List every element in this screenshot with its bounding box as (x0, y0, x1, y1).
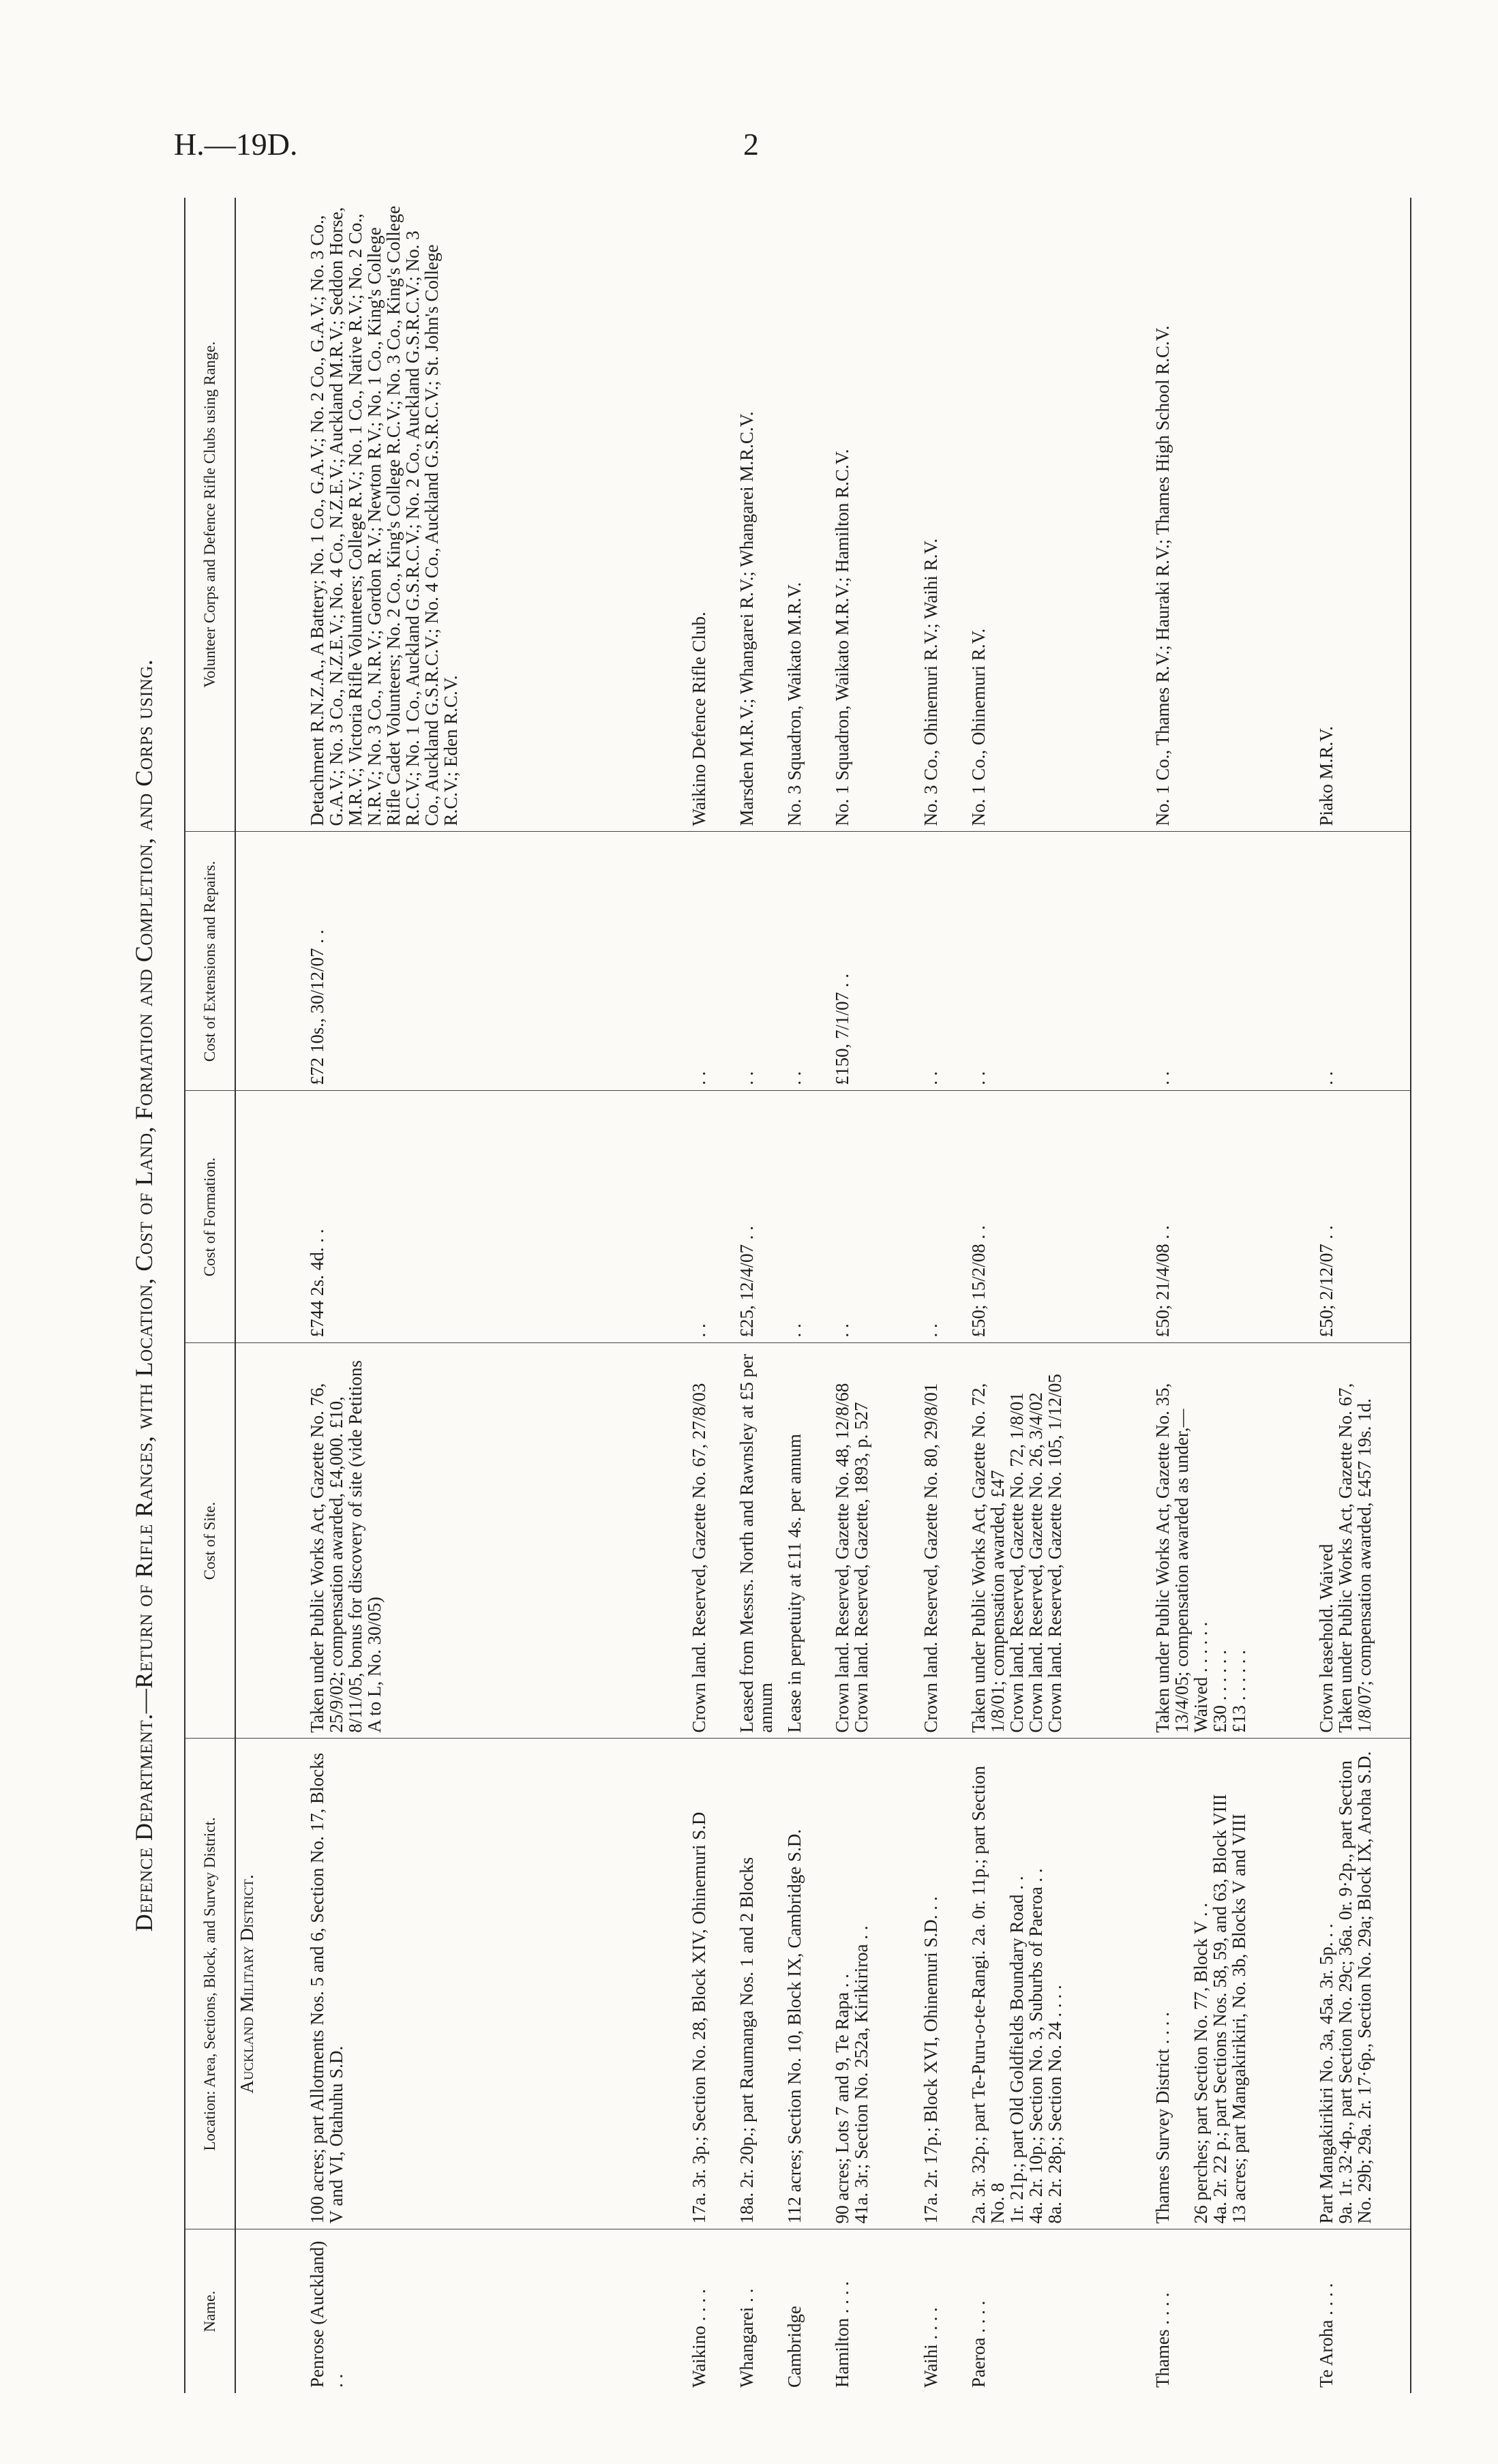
range-cost-of-formation: . . (783, 1091, 831, 1343)
table-row (783, 198, 831, 2393)
range-location: 17a. 2r. 17p.; Block XVI, Ohinemuri S.D. . . (920, 1739, 968, 2229)
column-header-name: Name. (185, 2229, 235, 2393)
table-row (1152, 198, 1315, 2393)
range-corps: No. 1 Co., Ohinemuri R.V. (968, 198, 1152, 832)
table-row (920, 198, 968, 2393)
range-name: Te Aroha . . . . (1315, 2229, 1411, 2393)
range-name: Whangarei . . (736, 2288, 757, 2388)
range-name: Penrose (Auckland) . . (307, 2240, 346, 2388)
range-corps: Marsden M.R.V.; Whangarei R.V.; Whangarei M.R.C.V. (736, 198, 783, 832)
range-cost-of-formation: £50; 21/4/08 . . (1152, 1091, 1315, 1343)
range-name: Waihi . . . . (920, 2307, 941, 2388)
page-number: 2 (743, 127, 759, 162)
range-location: Thames Survey District . . . . 26 perches; part Section No. 77, Block V . . 4a. 2r. 22 p.; part Sections Nos. 58, 59, and 63, Block VIII 13 acres; part Mangakirikiri, No. 3b, Blocks V and VIII (1152, 1739, 1315, 2229)
table-row (831, 198, 920, 2393)
range-location: Part Mangakirikiri No. 3a, 45a. 3r. 5p. . . 9a. 1r. 32·4p., part Section No. 29c; 36a. 0r. 9·2p., part Section No. 29b; 29a. 2r. 17·6p., Section No. 29a; Block IX, Aroha S.D. (1315, 1739, 1411, 2229)
range-cost-of-extensions: . . (1315, 832, 1411, 1091)
range-cost-of-formation: £50; 15/2/08 . . (968, 1091, 1152, 1343)
range-cost-of-formation: . . (688, 1091, 736, 1343)
table-row (1315, 198, 1411, 2393)
range-cost-of-extensions: . . (736, 832, 783, 1091)
range-cost-of-formation: £50; 2/12/07 . . (1315, 1091, 1411, 1343)
range-corps: No. 3 Co., Ohinemuri R.V.; Waihi R.V. (920, 198, 968, 832)
column-header-cost-of-extensions: Cost of Extensions and Repairs. (185, 832, 235, 1091)
range-location: 17a. 3r. 3p.; Section No. 28, Block XIV, Ohinemuri S.D (688, 1739, 736, 2229)
range-name: Thames . . . . (1152, 2292, 1173, 2388)
range-corps: No. 1 Squadron, Waikato M.R.V.; Hamilton R.C.V. (831, 198, 920, 832)
range-cost-of-extensions: . . (968, 832, 1152, 1091)
range-corps: Waikino Defence Rifle Club. (688, 198, 736, 832)
range-cost-of-site: Crown land. Reserved, Gazette No. 80, 29/8/01 (920, 1343, 968, 1739)
range-corps: No. 3 Squadron, Waikato M.R.V. (783, 198, 831, 832)
range-location: 2a. 3r. 32p.; part Te-Puru-o-te-Rangi. 2a. 0r. 11p.; part Section No. 8 1r. 21p.; part Old Goldfields Boundary Road . . 4a. 2r. 10p.; Section No. 3, Suburbs of Paeroa . . 8a. 2r. 28p.; Section No. 24 . . . . (968, 1739, 1152, 2229)
column-header-cost-of-formation: Cost of Formation. (185, 1091, 235, 1343)
range-cost-of-formation: £744 2s. 4d. . . (306, 1091, 688, 1343)
range-cost-of-site: Crown leasehold. Waived Taken under Public Works Act, Gazette No. 67, 1/8/07; compensation awarded, £457 19s. 1d. (1315, 1343, 1411, 1739)
range-name: Cambridge (784, 2306, 805, 2388)
range-cost-of-formation: . . (920, 1091, 968, 1343)
range-name: Paeroa . . . . (968, 2300, 989, 2388)
document-reference: H.—19D. (174, 127, 298, 162)
range-corps: Detachment R.N.Z.A., A Battery; No. 1 Co., G.A.V.; No. 2 Co., G.A.V.; No. 3 Co., G.A.V.; No. 3 Co., N.Z.E.V.; No. 4 Co., N.Z.E.V.; Auckland M.R.V.; Seddon Horse, M.R.V.; Victoria Rifle Volunteers; College R.V.; No. 1 Co., Native R.V.; No. 2 Co., N.R.V.; No. 3 Co., N.R.V.; Gordon R.V.; Newton R.V.; No. 1 Co., King's College Rifle Cadet Volunteers; No. 2 Co., King's College R.C.V.; No. 3 Co., King's College R.C.V.; No. 1 Co., Auckland G.S.R.C.V.; No. 2 Co., Auckland G.S.R.C.V.; No. 3 Co., Auckland G.S.R.C.V.; No. 4 Co., Auckland G.S.R.C.V.; St. John's College R.C.V.; Eden R.C.V. (306, 198, 688, 832)
district-row (235, 198, 306, 2393)
table-row (968, 198, 1152, 2393)
range-name: Waikino . . . . (689, 2289, 709, 2388)
range-cost-of-site: Lease in perpetuity at £11 4s. per annum (783, 1343, 831, 1739)
range-corps: No. 1 Co., Thames R.V.; Hauraki R.V.; Thames High School R.C.V. (1152, 198, 1315, 832)
range-cost-of-extensions: . . (688, 832, 736, 1091)
rotated-landscape-table-page (130, 198, 1425, 2393)
range-cost-of-site: Taken under Public Works Act, Gazette No. 72, 1/8/01; compensation awarded, £47 Crown land. Reserved, Gazette No. 72, 1/8/01 Crown land. Reserved, Gazette No. 26, 3/4/02 Crown land. Reserved, Gazette No. 105, 1/12/05 (968, 1343, 1152, 1739)
rifle-ranges-table (184, 198, 1411, 2393)
range-name: Hamilton . . . . (832, 2281, 852, 2388)
range-cost-of-site: Crown land. Reserved, Gazette No. 67, 27/8/03 (688, 1343, 736, 1739)
range-cost-of-site: Taken under Public Works Act, Gazette No. 76, 25/9/02; compensation awarded, £4,000. £10, 8/11/05, bonus for discovery of site (vide Petitions A to L, No. 30/05) (306, 1343, 688, 1739)
table-caption: Defence Department.—Return of Rifle Ranges, with Location, Cost of Land, Formation and Completion, and Corps using. (130, 659, 158, 1932)
column-header-location: Location: Area, Sections, Block, and Survey District. (185, 1739, 235, 2229)
table-row (688, 198, 736, 2393)
range-location: 18a. 2r. 20p.; part Raumanga Nos. 1 and 2 Blocks (736, 1739, 783, 2229)
range-cost-of-formation: £25, 12/4/07 . . (736, 1091, 783, 1343)
range-cost-of-extensions: . . (1152, 832, 1315, 1091)
range-cost-of-extensions: £72 10s., 30/12/07 . . (306, 832, 688, 1091)
range-cost-of-extensions: . . (783, 832, 831, 1091)
range-corps: Piako M.R.V. (1315, 198, 1411, 832)
range-cost-of-formation: . . (831, 1091, 920, 1343)
range-cost-of-site: Leased from Messrs. North and Rawnsley at £5 per annum (736, 1343, 783, 1739)
column-header-cost-of-site: Cost of Site. (185, 1343, 235, 1739)
range-cost-of-site: Crown land. Reserved, Gazette No. 48, 12/8/68 Crown land. Reserved, Gazette, 1893, p. 527 (831, 1343, 920, 1739)
range-location: 100 acres; part Allotments Nos. 5 and 6, Section No. 17, Blocks V and VI, Otahuhu S.D. (306, 1739, 688, 2229)
range-location: 90 acres; Lots 7 and 9, Te Rapa . . 41a. 3r.; Section No. 252a, Kirikiriroa . . (831, 1739, 920, 2229)
range-cost-of-extensions: . . (920, 832, 968, 1091)
range-location: 112 acres; Section No. 10, Block IX, Cambridge S.D. (783, 1739, 831, 2229)
district-heading: Auckland Military District. (235, 1739, 306, 2229)
column-header-corps: Volunteer Corps and Defence Rifle Clubs using Range. (185, 198, 235, 832)
range-cost-of-site: Taken under Public Works Act, Gazette No. 35, 13/4/05; compensation awarded as under,— Waived . . . . . . £30 . . . . . . £13 . . . . . . (1152, 1343, 1315, 1739)
range-cost-of-extensions: £150, 7/1/07 . . (831, 832, 920, 1091)
table-row (306, 198, 688, 2393)
table-row (736, 198, 783, 2393)
table-header-row (185, 198, 235, 2393)
